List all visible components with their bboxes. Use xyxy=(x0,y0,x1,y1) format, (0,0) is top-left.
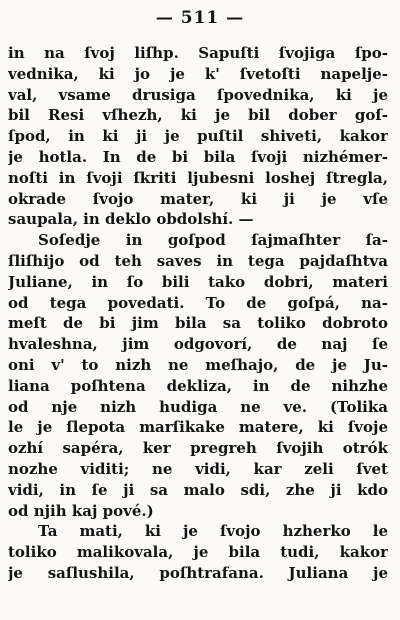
body-text xyxy=(8,43,388,584)
text-line: ſpod, in ki ji je puſtil shiveti, kakor xyxy=(8,127,388,146)
paragraph-3 xyxy=(8,521,388,583)
text-line: vednika, ki jo je k' ſvetoſti napelje- xyxy=(8,64,388,83)
text-line: ſliſhijo od teh saves in tega pajdaſhtva xyxy=(8,251,388,270)
text-line: saupala, in deklo obdolshí. — xyxy=(8,210,254,229)
text-line: in na ſvoj liſhp. Sapuſti ſvojiga ſpo- xyxy=(8,44,388,62)
text-line: toliko malikovala, je bila tudi, kakor xyxy=(8,543,388,562)
text-line: hvaleshna, jim odgovorí, de naj ſe xyxy=(8,335,388,354)
text-line: okrade ſvojo mater, ki ji je vſe xyxy=(8,189,388,208)
text-line: le je ſlepota marſikake matere, ki ſvoje xyxy=(8,418,388,437)
paragraph-1 xyxy=(8,43,388,230)
text-line: val, vsame drusiga ſpovednika, ki je xyxy=(8,85,388,104)
text-line: bil Resi vſhezh, ki je bil dober goſ- xyxy=(8,106,388,125)
text-line: od njih kaj pové.) xyxy=(8,501,154,520)
text-line: je hotla. In de bi bila ſvoji nizhémer- xyxy=(8,147,388,166)
text-line: oni v' to nizh ne meſhajo, de je Ju- xyxy=(8,355,388,374)
text-line: noſti in ſvoji ſkriti ljubesni loshej ſtregla, xyxy=(8,168,388,187)
text-line: nozhe viditi; ne vidi, kar zeli ſvet xyxy=(8,459,388,478)
page-number: — 511 — xyxy=(155,8,245,28)
text-line: ozhí sapéra, ker pregreh ſvojih otrók xyxy=(8,439,388,458)
paragraph-2 xyxy=(8,230,388,521)
text-line: Juliane, in ſo bili tako dobri, materi xyxy=(8,272,388,291)
text-line: Ta mati, ki je ſvojo hzherko le xyxy=(38,522,388,541)
text-line: od tega povedati. To de goſpá, na- xyxy=(8,293,388,312)
text-line: meſt de bi jim bila sa toliko dobroto xyxy=(8,314,388,333)
text-line: liana poſhtena dekliza, in de nihzhe xyxy=(8,376,388,395)
text-line: vidi, in ſe ji sa malo sdi, zhe ji kdo xyxy=(8,480,388,499)
text-line: je saſlushila, poſhtrafana. Juliana je xyxy=(8,563,388,582)
text-line: Soſedje in goſpod ſajmaſhter ſa- xyxy=(38,231,388,250)
text-line: od nje nizh hudiga ne ve. (Tolika xyxy=(8,397,388,416)
